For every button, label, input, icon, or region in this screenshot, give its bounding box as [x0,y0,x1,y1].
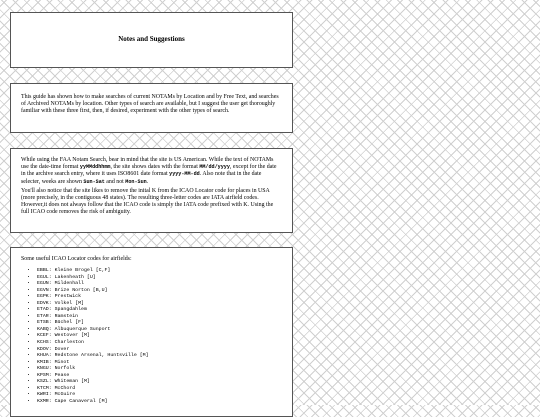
tips-text-d: . Also note that in the date selecter, weeks are shown [21,171,262,185]
icao-code-list [21,268,282,405]
list-item: • EDVK: Volkel [M] [37,301,282,308]
list-item: • ETAD: Spangdahlem [37,307,282,314]
tips-text-b: , the site shows dates with the format [110,164,200,171]
list-item: • KWRI: McGuire [37,392,282,399]
date-format-paragraph [21,157,282,186]
week-format-code: Mon-Sun [125,178,147,185]
tips-box [10,148,293,233]
tips-text-a: While using the FAA Notam Search, bear in mind that the site is US American. While the text of NOTAMs use the date-time format [21,157,274,171]
list-item: • ETSB: Büchel [F] [37,320,282,327]
intro-paragraph: This guide has shown how to make searches of current NOTAMs by Location and by Free Text, and searches of Archived NOTAMs by location. Other types of search are available, but I suggest the user get thoroughly familiar with these three first, then, if desired, experiment with the other types of search. [21,94,279,115]
list-item: • EGPK: Prestwick [37,294,282,301]
list-item: • KABQ: Albuquerque Sunport [37,327,282,334]
list-item: • KSZL: Whiteman [M] [37,379,282,386]
tips-text-e: and not [104,178,126,185]
week-format-code: Sun-Sat [83,178,105,185]
list-item: • KDOV: Dover [37,347,282,354]
list-item: • KPSM: Pease [37,373,282,380]
codes-heading: Some useful ICAO Locator codes for airfields: [21,256,132,262]
title-box [10,12,293,68]
date-format-code: yyMMddhhmm [79,164,111,171]
list-item: • ETAR: Ramstein [37,314,282,321]
list-item: • KCHS: Charleston [37,340,282,347]
list-item: • EBBL: Kleine Brogel [C,F] [37,268,282,275]
icao-paragraph: You'll also notice that the site likes to remove the inital K from the ICAO Locator code for places in USA (more precisely, in the contiguous 48 states). The resulting three-letter codes are IATA airfield codes. However,it does not always follow that the ICAO code is simply the IATA code prefixed with K. Using the full ICAO code removes the risk of ambiguity. [21,187,274,216]
list-item: • KXMR: Cape Canaveral [M] [37,399,282,406]
page-title: Notes and Suggestions [118,35,185,43]
list-item: • KTCM: McChord [37,386,282,393]
list-item: • EGUN: Mildenhall [37,281,282,288]
tips-text-f: . [146,178,149,185]
list-item: • KMIB: Minot [37,360,282,367]
list-item: • KHUA: Redstone Arsenal, Huntsville [M] [37,353,282,360]
tips-text-c: , except for the date in the archive search entry, where it uses ISO8601 date format [21,164,277,178]
date-format-code: yyyy-MM-dd [169,171,200,178]
list-item: • EGVN: Brize Norton [B,U] [37,288,282,295]
list-item: • EGUL: Lakenheath [U] [37,275,282,282]
list-item: • KNGU: Norfolk [37,366,282,373]
intro-box [10,83,293,133]
list-item: • KCEF: Westover [M] [37,333,282,340]
date-format-code: MM/dd/yyyy [199,164,230,171]
icao-codes-box [10,247,293,417]
